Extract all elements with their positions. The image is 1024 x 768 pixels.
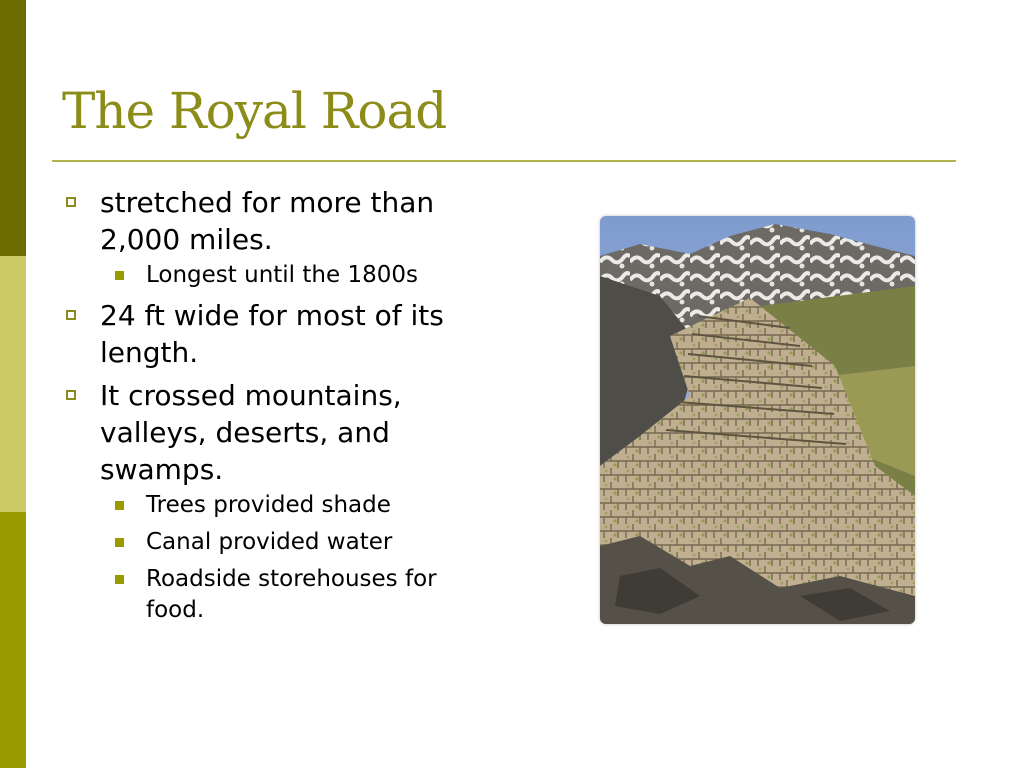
- sub-bullet-text: Roadside storehouses for food.: [146, 566, 437, 623]
- sub-bullet-item: [100, 527, 502, 558]
- sidebar-stripe-middle: [0, 256, 26, 512]
- sub-bullet-item: [100, 260, 502, 291]
- sub-bullet-item: [100, 564, 502, 626]
- bullet-list: [62, 184, 502, 632]
- filled-square-bullet-icon: [115, 501, 124, 510]
- filled-square-bullet-icon: [115, 538, 124, 547]
- bullet-item: [62, 377, 502, 626]
- royal-road-photo: [600, 216, 915, 624]
- hollow-square-bullet-icon: [66, 197, 76, 207]
- bullet-text: It crossed mountains, valleys, deserts, and swamps.: [100, 379, 402, 486]
- sub-bullet-text: Canal provided water: [146, 529, 393, 555]
- sub-bullet-list: [100, 490, 502, 626]
- bullet-text: stretched for more than 2,000 miles.: [100, 186, 435, 256]
- bullet-item: [62, 184, 502, 291]
- sub-bullet-text: Trees provided shade: [146, 492, 391, 518]
- slide-title: The Royal Road: [62, 82, 447, 140]
- bullet-item: [62, 297, 502, 371]
- hollow-square-bullet-icon: [66, 310, 76, 320]
- hollow-square-bullet-icon: [66, 390, 76, 400]
- sub-bullet-list: [100, 260, 502, 291]
- filled-square-bullet-icon: [115, 575, 124, 584]
- sub-bullet-text: Longest until the 1800s: [146, 262, 418, 288]
- sidebar-stripe-bottom: [0, 512, 26, 768]
- filled-square-bullet-icon: [115, 271, 124, 280]
- sidebar-stripe-top: [0, 0, 26, 256]
- royal-road-photo-illustration: [600, 216, 915, 624]
- title-divider: [52, 160, 956, 162]
- bullet-text: 24 ft wide for most of its length.: [100, 299, 444, 369]
- sub-bullet-item: [100, 490, 502, 521]
